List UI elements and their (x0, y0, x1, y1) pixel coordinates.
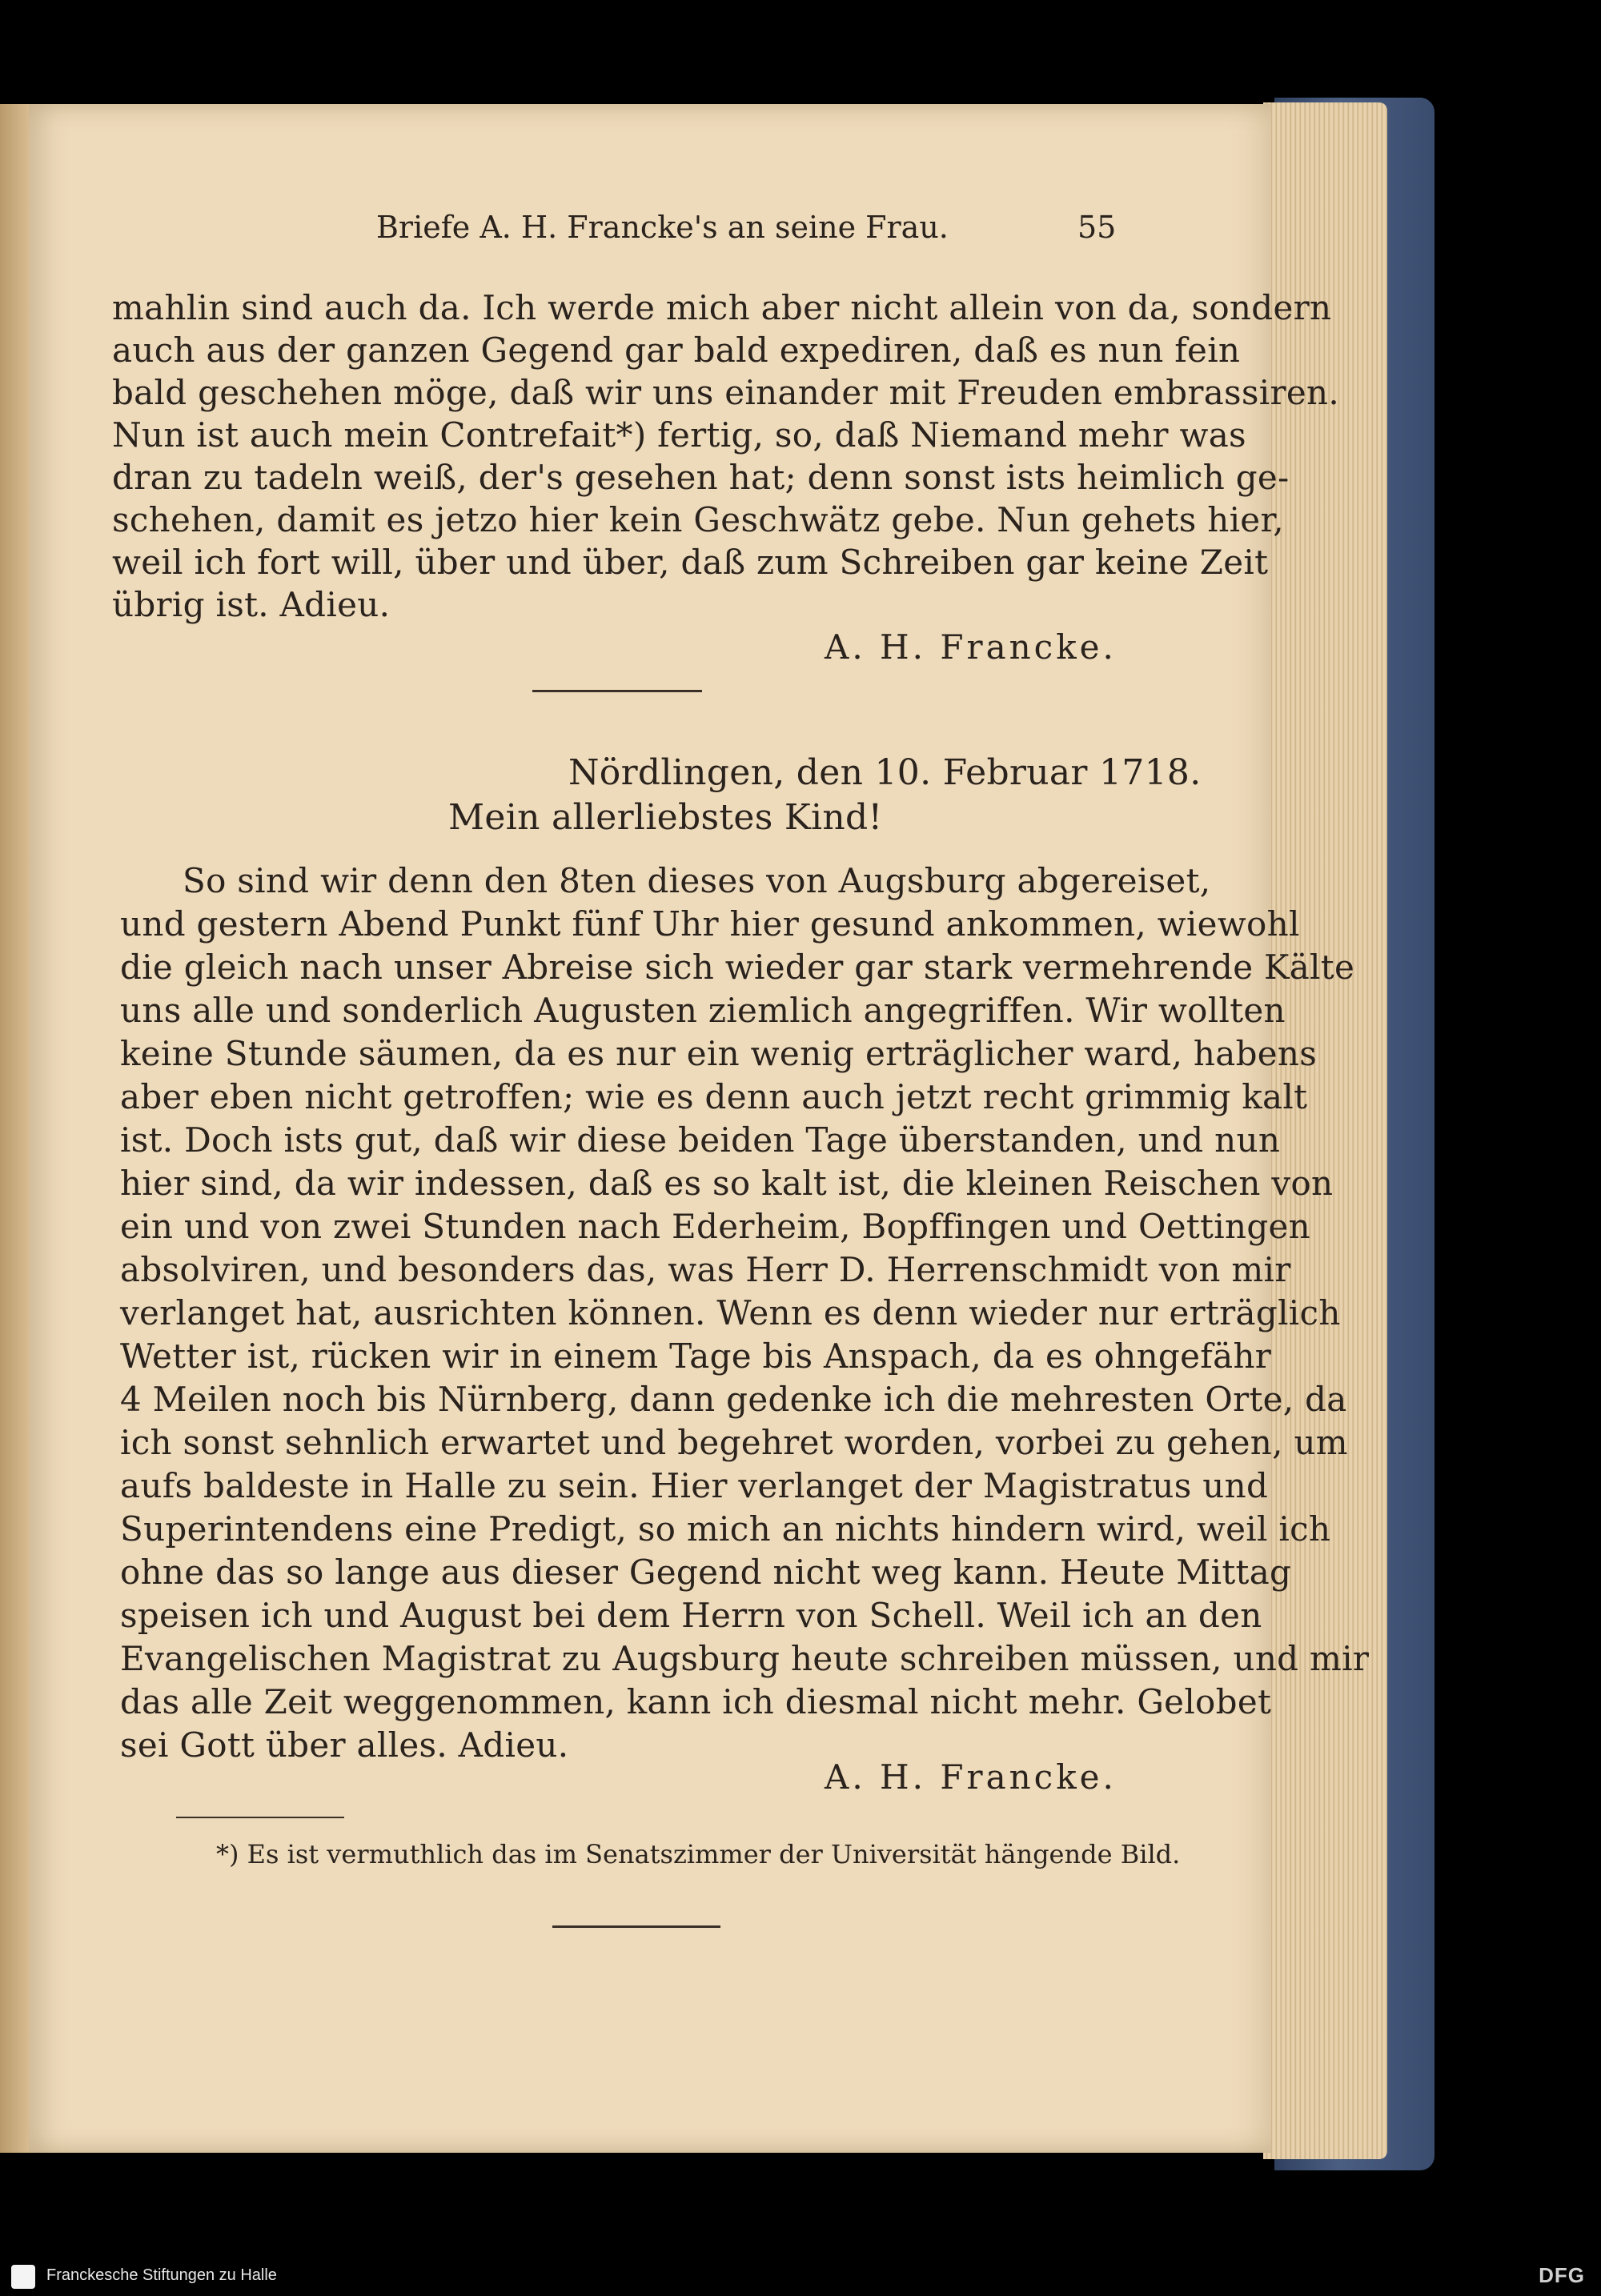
letter2-line: absolviren, und besonders das, was Herr D. Herrenschmidt von mir (120, 1250, 1291, 1289)
letter2-line: Wetter ist, rücken wir in einem Tage bis Anspach, da es ohngefähr (120, 1336, 1272, 1376)
end-divider (552, 1925, 720, 1928)
letter2-line: hier sind, da wir indessen, daß es so kalt ist, die kleinen Reischen von (120, 1164, 1334, 1203)
letter2-line: Evangelischen Magistrat zu Augsburg heute schreiben müssen, und mir (120, 1639, 1370, 1678)
letter2-line: 4 Meilen noch bis Nürnberg, dann gedenke ich die mehresten Orte, da (120, 1380, 1347, 1419)
letter1-line: Nun ist auch mein Contrefait*) fertig, so, daß Niemand mehr was (112, 415, 1246, 455)
letter2-line: uns alle und sonderlich Augusten ziemlich angegriffen. Wir wollten (120, 991, 1286, 1030)
previous-page-edge (0, 104, 29, 2153)
letter2-line: ohne das so lange aus dieser Gegend nicht weg kann. Heute Mittag (120, 1553, 1292, 1592)
running-title: Briefe A. H. Francke's an seine Frau. (376, 210, 949, 245)
letter2-dateline: Nördlingen, den 10. Februar 1718. (568, 752, 1202, 793)
footer-credit: Franckesche Stiftungen zu Halle (46, 2266, 277, 2284)
letter2-line: So sind wir denn den 8ten dieses von Augsburg abgereiset, (183, 861, 1211, 900)
letter2-line: und gestern Abend Punkt fünf Uhr hier gesund ankommen, wiewohl (120, 904, 1300, 944)
dfg-logo: DFG (1539, 2263, 1585, 2287)
footnote-rule (176, 1817, 344, 1818)
letter2-line: das alle Zeit weggenommen, kann ich diesmal nicht mehr. Gelobet (120, 1682, 1272, 1721)
letter1-line: mahlin sind auch da. Ich werde mich aber nicht allein von da, sondern (112, 288, 1332, 327)
letter2-signature: A. H. Francke. (825, 1757, 1117, 1797)
letter1-line: dran zu tadeln weiß, der's gesehen hat; denn sonst ists heimlich ge- (112, 458, 1290, 497)
footnote: *) Es ist vermuthlich das im Senatszimmer der Universität hängende Bild. (216, 1839, 1181, 1869)
letter2-line: ist. Doch ists gut, daß wir diese beiden Tage überstanden, und nun (120, 1120, 1281, 1160)
letter1-line: übrig ist. Adieu. (112, 585, 391, 624)
letter2-line: Superintendens eine Predigt, so mich an nichts hindern wird, weil ich (120, 1509, 1331, 1549)
letter2-line: speisen ich und August bei dem Herrn von Schell. Weil ich an den (120, 1596, 1262, 1635)
letter2-line: keine Stunde säumen, da es nur ein wenig erträglicher ward, habens (120, 1034, 1318, 1073)
section-divider (532, 690, 702, 692)
letter2-salutation: Mein allerliebstes Kind! (448, 797, 883, 838)
letter2-line: sei Gott über alles. Adieu. (120, 1725, 569, 1765)
institution-logo-icon (11, 2265, 35, 2289)
letter1-signature: A. H. Francke. (825, 627, 1117, 667)
letter1-line: weil ich fort will, über und über, daß zum Schreiben gar keine Zeit (112, 543, 1269, 582)
letter1-line: schehen, damit es jetzo hier kein Geschwätz gebe. Nun gehets hier, (112, 500, 1284, 539)
page-number: 55 (1077, 210, 1117, 245)
letter2-line: aufs baldeste in Halle zu sein. Hier verlanget der Magistratus und (120, 1466, 1269, 1505)
letter1-line: bald geschehen möge, daß wir uns einander mit Freuden embrassiren. (112, 373, 1340, 412)
letter2-line: ein und von zwei Stunden nach Ederheim, Bopffingen und Oettingen (120, 1207, 1311, 1246)
letter2-line: ich sonst sehnlich erwartet und begehret worden, vorbei zu gehen, um (120, 1423, 1348, 1462)
letter2-line: aber eben nicht getroffen; wie es denn auch jetzt recht grimmig kalt (120, 1077, 1308, 1116)
letter2-line: verlanget hat, ausrichten können. Wenn es denn wieder nur erträglich (120, 1293, 1341, 1332)
letter2-line: die gleich nach unser Abreise sich wieder gar stark vermehrende Kälte (120, 948, 1355, 987)
letter1-line: auch aus der ganzen Gegend gar bald expediren, daß es nun fein (112, 331, 1241, 370)
